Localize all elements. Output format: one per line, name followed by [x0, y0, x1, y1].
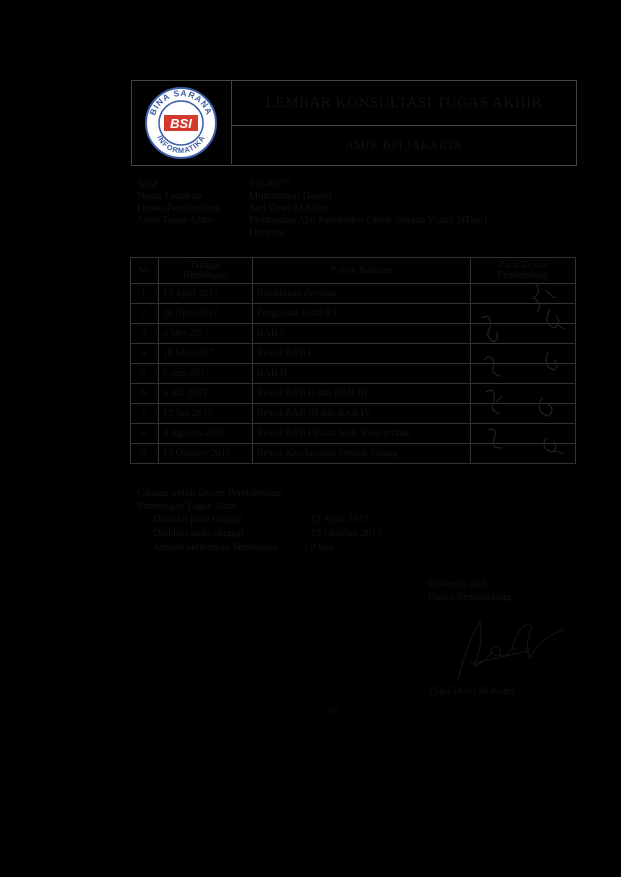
notes-item-value: : 19 Oktober 2017	[305, 528, 382, 539]
bullet-icon: ◦	[140, 543, 143, 552]
info-separator: :	[241, 215, 244, 226]
notes-item-start	[137, 513, 369, 527]
row-no: 1.	[131, 284, 159, 304]
bullet-icon: ◦	[140, 515, 143, 524]
bsi-logo-icon	[142, 85, 220, 161]
notes-item-value: : 9 kali	[305, 542, 335, 553]
document-title: LEMBAR KONSULTASI TUGAS AKHIR	[232, 81, 576, 126]
col-header-date-l2: Bimbingan	[183, 269, 228, 281]
info-label: Nama Lengkap	[137, 191, 202, 202]
row-topic: Bimbingan Perdana	[253, 284, 471, 304]
col-header-date-l1: Tanggal	[189, 259, 222, 271]
notes-item-label: Diakhiri pada tanggal	[153, 528, 244, 539]
row-topic: Pengajuan Judul TA	[253, 304, 471, 324]
info-value: 13140175	[249, 179, 291, 190]
col-header-topic: Pokok Bahasan	[253, 258, 471, 284]
logo-cell	[132, 81, 232, 164]
document-header	[131, 80, 577, 166]
col-header-date	[159, 258, 253, 284]
logo-mark: BSI	[170, 116, 192, 131]
col-header-sign-l2: Pembimbing	[497, 269, 549, 281]
info-label: NIM	[137, 179, 158, 190]
row-date: 3 Agustus 2017	[159, 424, 253, 444]
row-topic: BAB I	[253, 324, 471, 344]
notes-item-value: : 13 April 2017	[305, 514, 369, 525]
info-value: Pembuatan Alat Pendeteksi Objek dengan Visual 2(Dua)	[249, 215, 487, 226]
row-topic: Revisi BAB II dan BAB III	[253, 384, 471, 404]
row-no: 5.	[131, 364, 159, 384]
notes-item-label: Dimulai pada tanggal	[153, 514, 244, 525]
bullet-icon: ◦	[140, 529, 143, 538]
info-label: Judul Tugas Akhir	[137, 215, 215, 226]
notes-item-count	[137, 541, 335, 555]
row-date: 13 April 2017	[159, 284, 253, 304]
row-date: 19 Oktober 2017	[159, 444, 253, 464]
approval-line: Disetujui oleh,	[428, 579, 490, 590]
info-separator: :	[241, 179, 244, 190]
approval-role: Dosen Pembimbing	[428, 592, 512, 603]
row-no: 6.	[131, 384, 159, 404]
approval-block	[428, 578, 511, 604]
notes-item-end	[137, 527, 382, 541]
row-no: 7.	[131, 404, 159, 424]
info-separator: :	[241, 191, 244, 202]
logo-bottom-text: INFORMATIKA	[155, 133, 207, 156]
row-topic: Revisi BAB III dan BAB IV	[253, 404, 471, 424]
notes-subheading: Bimbingan Tugas Akhir	[137, 501, 238, 512]
info-value: Muhammad Dasuki	[249, 191, 333, 202]
row-topic: Revisi Keseluruhan Setelah Sidang	[253, 444, 471, 464]
col-header-no: No	[131, 258, 159, 284]
row-date: 6 Juli 2017	[159, 384, 253, 404]
page-number: viii	[327, 705, 340, 715]
col-header-sign-l1: Paraf Dosen	[498, 259, 548, 271]
notes-heading: Catatan untuk Dosen Pembimbing.	[137, 488, 284, 499]
info-value: Sari Dewi M.Kom	[249, 203, 327, 214]
row-date: 4 Mei 2017	[159, 324, 253, 344]
row-no: 4.	[131, 344, 159, 364]
row-topic: BAB II	[253, 364, 471, 384]
notes-item-label: Jumlah pertemuan bimbingan	[153, 542, 278, 553]
signature-icon	[450, 612, 570, 687]
row-date: 20 April 2017	[159, 304, 253, 324]
row-topic: Revisi BAB IV dan ACC Keseluruhan	[253, 424, 471, 444]
row-date: 18 Mei 2017	[159, 344, 253, 364]
signer-name: (Sari Dewi M.Kom)	[430, 686, 515, 697]
row-no: 2.	[131, 304, 159, 324]
row-no: 8.	[131, 424, 159, 444]
row-topic: Revisi BAB I	[253, 344, 471, 364]
info-separator: :	[241, 203, 244, 214]
row-date: 8 Juni 2017	[159, 364, 253, 384]
initials-marks-icon	[470, 270, 575, 470]
row-no: 9.	[131, 444, 159, 464]
institution-name: AMIK BSI JAKARTA	[345, 138, 463, 152]
row-no: 3.	[131, 324, 159, 344]
supervisor-notes	[137, 487, 382, 555]
logo-top-text: BINA SARANA	[147, 87, 215, 117]
info-value-continued: Dimensi	[249, 227, 285, 238]
info-label: Dosen Pembimbing	[137, 203, 221, 214]
row-date: 12 Juli 2017 -	[159, 404, 253, 424]
